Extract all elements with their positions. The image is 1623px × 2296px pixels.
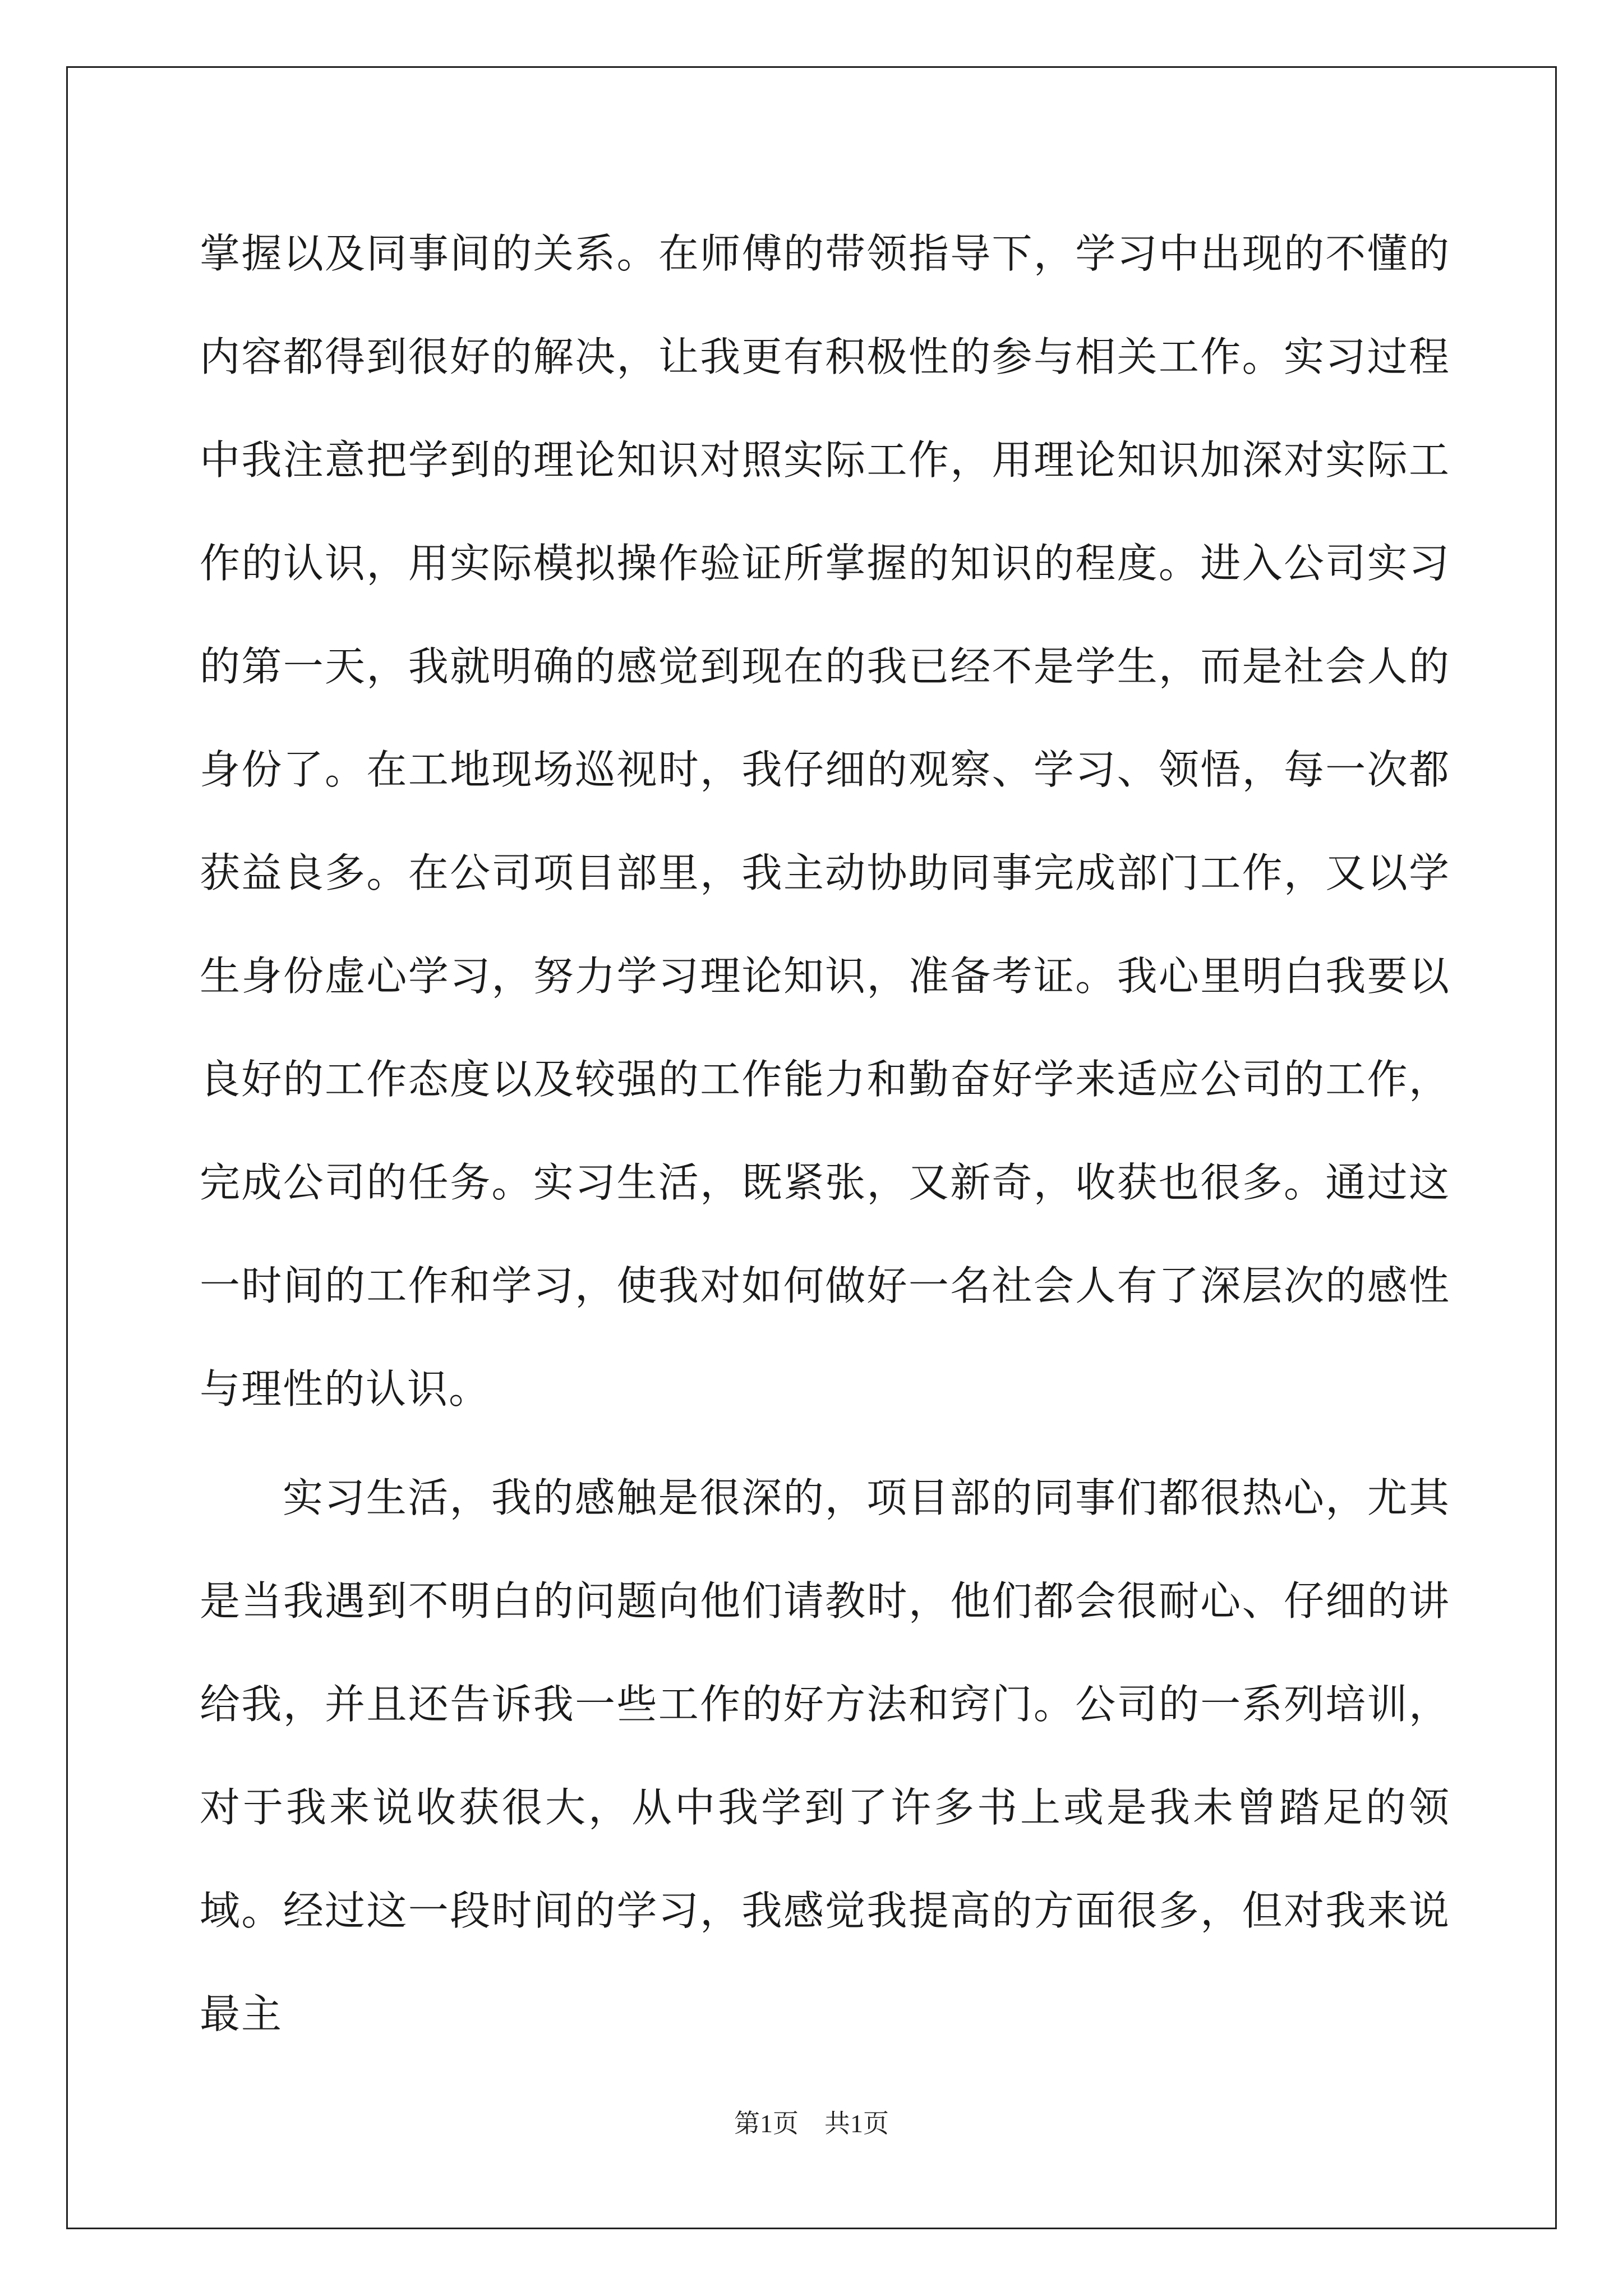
- paragraph-2: 实习生活，我的感触是很深的，项目部的同事们都很热心，尤其是当我遇到不明白的问题向他们请教时，他们都会很耐心、仔细的讲给我，并且还告诉我一些工作的好方法和窍门。公司的一系列培训，对于我来说收获很大，从中我学到了许多书上或是我未曾踏足的领域。经过这一段时间的学习，我感觉我提高的方面很多，但对我来说最主: [200, 1474, 1450, 2037]
- paragraph-1: 掌握以及同事间的关系。在师傅的带领指导下，学习中出现的不懂的内容都得到很好的解决，让我更有积极性的参与相关工作。实习过程中我注意把学到的理论知识对照实际工作，用理论知识加深对实际工作的认识，用实际模拟操作验证所掌握的知识的程度。进入公司实习的第一天，我就明确的感觉到现在的我已经不是学生，而是社会人的身份了。在工地现场巡视时，我仔细的观察、学习、领悟，每一次都获益良多。在公司项目部里，我主动协助同事完成部门工作，又以学生身份虚心学习，努力学习理论知识，准备考证。我心里明白我要以良好的工作态度以及较强的工作能力和勤奋好学来适应公司的工作，完成公司的任务。实习生活，既紧张，又新奇，收获也很多。通过这一时间的工作和学习，使我对如何做好一名社会人有了深层次的感性与理性的认识。: [200, 230, 1450, 1412]
- page-footer: [0, 2107, 1623, 2141]
- page-total: 共1页: [824, 2109, 889, 2138]
- page-number: 第1页: [734, 2109, 799, 2138]
- document-body: [200, 202, 1450, 2065]
